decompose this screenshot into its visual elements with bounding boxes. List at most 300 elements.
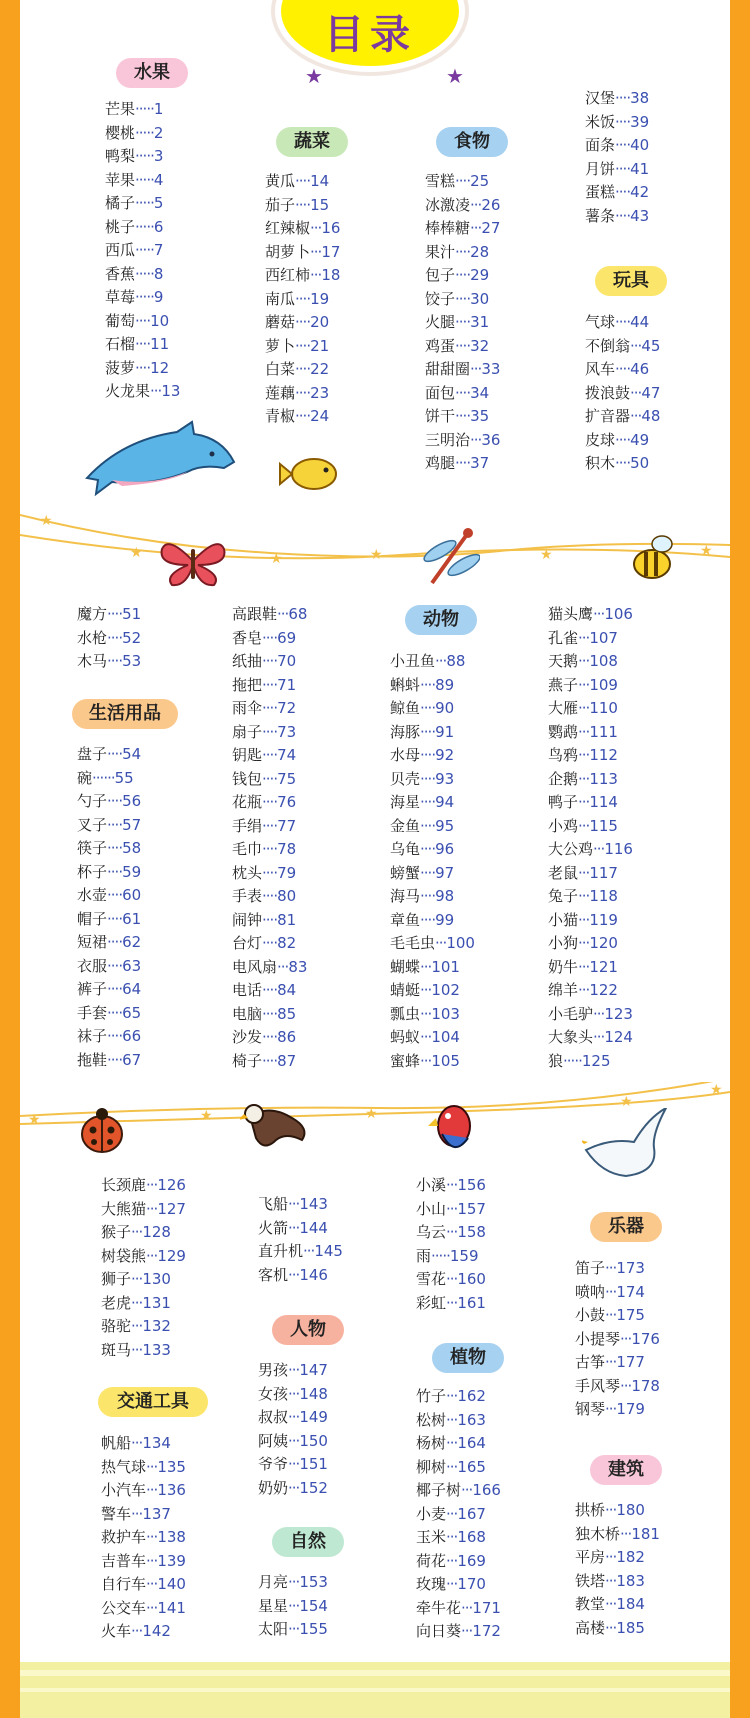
toc-entry-name: 手风琴 [575,1376,621,1395]
toc-entry-page: 1 [153,100,164,118]
toc-entry [548,956,633,980]
toc-entry-name: 兔子 [548,887,579,905]
toc-entry-name: 黄瓜 [265,172,296,190]
toc-entry-name: 救护车 [101,1528,147,1546]
toc-entry-page: 137 [142,1504,171,1523]
toc-entry-page: 165 [457,1457,486,1476]
leader-dots: ··· [578,887,590,905]
toc-entry-page: 32 [470,336,490,355]
toc-entry-name: 热气球 [101,1457,147,1476]
toc-entry-name: 沙发 [232,1028,263,1046]
toc-entry-name: 蝴蝶 [390,957,421,976]
toc-entry-name: 木马 [77,652,108,670]
toc-entry-name: 牵牛花 [416,1598,462,1617]
toc-list [390,650,475,1073]
toc-entry [390,1003,475,1027]
leader-dots: ···· [420,816,436,835]
toc-entry-page: 51 [122,605,142,623]
toc-entry-name: 大公鸡 [548,840,594,858]
title-badge [275,0,465,72]
toc-entry-name: 短裙 [77,933,108,951]
leader-dots: ···· [262,652,278,670]
toc-entry-name: 高跟鞋 [232,605,278,623]
toc-list [585,87,649,228]
toc-entry [585,87,649,111]
leader-dots: ···· [107,956,123,975]
toc-entry [548,885,633,909]
toc-entry [390,768,475,792]
toc-entry [575,1398,660,1422]
toc-entry [548,768,633,792]
toc-entry-name: 西红柿 [265,266,311,284]
toc-entry [390,862,475,886]
toc-entry [575,1281,660,1305]
toc-entry [548,1026,633,1050]
leader-dots: ··· [146,1528,158,1546]
leader-dots: ··· [288,1431,300,1450]
toc-entry-page: 86 [277,1028,297,1046]
toc-entry-page: 156 [457,1176,486,1194]
toc-list [77,603,141,674]
toc-entry-page: 112 [589,746,618,764]
leader-dots: ···· [295,360,311,378]
toc-entry-name: 钢琴 [575,1400,606,1418]
toc-entry-page: 180 [616,1501,645,1519]
toc-entry [101,1268,186,1292]
toc-list [575,1499,660,1640]
toc-entry-name: 鸡蛋 [425,336,456,355]
leader-dots: ···· [107,745,123,763]
toc-entry [416,1526,501,1550]
toc-entry [101,1315,186,1339]
leader-dots: ···· [107,1003,123,1022]
toc-entry-name: 雪糕 [425,172,456,190]
toc-entry-name: 椅子 [232,1051,263,1070]
toc-entry-name: 台灯 [232,934,263,952]
toc-entry-page: 131 [142,1293,171,1312]
toc-entry-name: 香皂 [232,628,263,647]
toc-entry-name: 客机 [258,1265,289,1284]
toc-list [101,1432,186,1644]
toc-entry-page: 23 [310,383,330,402]
toc-entry-name: 茄子 [265,195,296,214]
leader-dots: ··· [578,863,590,882]
toc-entry [232,1050,307,1074]
toc-entry [105,192,180,216]
toc-entry-page: 39 [630,112,650,131]
toc-entry [416,1456,501,1480]
toc-entry [232,791,307,815]
toc-entry-page: 109 [589,675,618,694]
leader-dots: ··· [578,675,590,694]
leader-dots: ···· [262,769,278,788]
toc-entry [390,838,475,862]
toc-entry-name: 乌云 [416,1223,447,1241]
toc-entry-page: 26 [481,195,501,214]
toc-entry-page: 50 [630,454,650,472]
toc-entry-page: 55 [114,768,134,787]
leader-dots: ···· [420,910,436,929]
toc-entry-name: 铁塔 [575,1571,606,1590]
toc-entry-name: 小丑鱼 [390,652,436,670]
toc-entry-name: 水壶 [77,886,108,904]
category-header-fruit: 水果 [116,58,188,88]
toc-entry [101,1526,186,1550]
toc-list [548,603,633,1073]
toc-entry-name: 枕头 [232,863,263,882]
toc-entry-name: 莲藕 [265,383,296,402]
toc-list [101,1174,186,1362]
toc-entry-name: 警车 [101,1504,132,1523]
toc-entry-name: 南瓜 [265,289,296,308]
leader-dots: ··· [446,1387,458,1405]
toc-entry-name: 长颈鹿 [101,1176,147,1194]
toc-entry-page: 105 [431,1051,460,1070]
toc-entry-page: 153 [299,1573,328,1591]
toc-entry [416,1292,486,1316]
category-header-instruments: 乐器 [590,1212,662,1242]
leader-dots: ···· [135,335,151,353]
leader-dots: ···· [107,652,123,670]
toc-entry [232,909,307,933]
leader-dots: ······ [92,768,115,787]
toc-entry-page: 173 [616,1259,645,1277]
leader-dots: ···· [262,981,278,999]
toc-entry-name: 钥匙 [232,746,263,764]
toc-entry [77,931,141,955]
leader-dots: ··· [605,1571,617,1590]
toc-entry-page: 139 [157,1551,186,1570]
toc-entry [105,145,180,169]
leader-dots: ···· [295,289,311,308]
toc-entry [416,1409,501,1433]
toc-entry [77,1002,141,1026]
leader-dots: ··· [470,360,482,378]
toc-entry-name: 狮子 [101,1270,132,1288]
toc-entry-name: 高楼 [575,1618,606,1637]
toc-entry [258,1453,328,1477]
toc-entry-page: 57 [122,815,142,834]
toc-entry [105,333,180,357]
toc-entry-page: 74 [277,746,297,764]
toc-entry-page: 76 [277,793,297,811]
leader-dots: ···· [615,159,631,178]
bee-icon [628,530,680,584]
toc-entry [105,357,180,381]
toc-entry [101,1456,186,1480]
toc-entry-page: 46 [630,360,650,378]
toc-entry-page: 116 [604,840,633,858]
toc-entry-name: 笛子 [575,1259,606,1277]
toc-entry [390,909,475,933]
leader-dots: ··· [146,1457,158,1476]
leader-dots: ··· [131,1622,143,1640]
toc-entry-name: 鸟鸦 [548,746,579,764]
toc-entry-page: 38 [630,89,650,107]
leader-dots: ··· [446,1223,458,1241]
toc-entry [585,158,649,182]
toc-entry [416,1479,501,1503]
leader-dots: ····· [135,147,154,165]
toc-entry-page: 175 [616,1306,645,1324]
toc-entry-name: 饺子 [425,289,456,308]
leader-dots: ···· [455,454,471,472]
toc-entry-name: 小毛驴 [548,1004,594,1023]
toc-entry-name: 阿姨 [258,1431,289,1450]
toc-entry [265,382,340,406]
svg-text:★: ★ [710,1082,723,1098]
toc-entry [258,1240,343,1264]
toc-entry [425,241,500,265]
leader-dots: ··· [146,1481,158,1499]
toc-entry [105,98,180,122]
toc-entry-page: 58 [122,839,142,857]
leader-dots: ···· [615,313,631,331]
toc-entry [258,1595,328,1619]
toc-entry-name: 玫瑰 [416,1575,447,1593]
leader-dots: ···· [420,699,436,717]
toc-entry-page: 148 [299,1384,328,1403]
toc-entry-name: 汉堡 [585,89,616,107]
toc-entry-name: 荷花 [416,1551,447,1570]
toc-entry [548,1003,633,1027]
toc-entry-page: 118 [589,887,618,905]
toc-entry-name: 风车 [585,360,616,378]
toc-list [258,1193,343,1287]
toc-entry [416,1573,501,1597]
toc-entry [575,1257,660,1281]
toc-entry [425,288,500,312]
svg-text:★: ★ [620,1094,633,1110]
toc-entry-page: 142 [142,1622,171,1640]
toc-entry-name: 海星 [390,793,421,811]
toc-entry-name: 叔叔 [258,1408,289,1426]
toc-entry-name: 气球 [585,313,616,331]
toc-list [585,311,660,476]
leader-dots: ··· [620,1376,632,1395]
leader-dots: ··· [630,336,642,355]
toc-entry-page: 183 [616,1571,645,1590]
toc-entry-page: 136 [157,1481,186,1499]
toc-entry [258,1477,328,1501]
toc-entry-page: 40 [630,136,650,154]
toc-entry-name: 冰激凌 [425,195,471,214]
toc-entry-page: 171 [472,1598,501,1617]
toc-entry-page: 59 [122,862,142,881]
toc-entry [101,1597,186,1621]
toc-entry [585,205,649,229]
leader-dots: ··· [593,1004,605,1023]
toc-entry-page: 24 [310,407,330,425]
toc-entry-page: 41 [630,159,650,178]
toc-entry [232,885,307,909]
toc-entry-name: 包子 [425,266,456,284]
leader-dots: ···· [262,1028,278,1046]
leader-dots: ··· [578,722,590,741]
leader-dots: ··· [470,195,482,214]
leader-dots: ··· [131,1293,143,1312]
leader-dots: ··· [131,1223,143,1241]
leader-dots: ··· [131,1340,143,1359]
leader-dots: ··· [146,1176,158,1194]
toc-entry-name: 白菜 [265,360,296,378]
leader-dots: ··· [420,1028,432,1046]
leader-dots: ···· [135,311,151,330]
leader-dots: ··· [446,1270,458,1288]
toc-entry [548,627,633,651]
leader-dots: ···· [262,1051,278,1070]
toc-entry-page: 130 [142,1270,171,1288]
toc-entry-name: 月饼 [585,159,616,178]
leader-dots: ···· [295,383,311,402]
leader-dots: ··· [446,1528,458,1546]
svg-text:★: ★ [370,547,383,563]
toc-entry-name: 小溪 [416,1176,447,1194]
leader-dots: ··· [446,1504,458,1523]
toc-entry-page: 62 [122,933,142,951]
leader-dots: ··· [605,1353,617,1371]
toc-entry-page: 124 [604,1028,633,1046]
toc-entry [585,382,660,406]
toc-entry [416,1245,486,1269]
category-header-people: 人物 [272,1315,344,1345]
leader-dots: ··· [461,1622,473,1640]
toc-entry [77,884,141,908]
toc-entry-page: 133 [142,1340,171,1359]
toc-entry [416,1432,501,1456]
leader-dots: ··· [288,1408,300,1426]
toc-entry [105,263,180,287]
toc-entry-name: 杯子 [77,862,108,881]
leader-dots: ···· [262,1004,278,1023]
leader-dots: ····· [135,264,154,283]
category-header-plants: 植物 [432,1343,504,1373]
toc-entry [77,1025,141,1049]
toc-entry-page: 128 [142,1223,171,1241]
dragonfly-icon [418,525,480,587]
toc-entry-page: 178 [631,1376,660,1395]
toc-entry-name: 树袋熊 [101,1246,147,1265]
toc-entry [425,452,500,476]
toc-entry-page: 96 [435,840,455,858]
toc-entry-name: 瓢虫 [390,1004,421,1023]
toc-entry-page: 174 [616,1282,645,1301]
toc-entry [548,979,633,1003]
toc-entry-name: 玉米 [416,1528,447,1546]
leader-dots: ····· [135,170,154,189]
toc-entry-name: 毛毛虫 [390,934,436,952]
fish-icon [278,452,340,496]
leader-dots: ···· [615,206,631,225]
toc-entry-name: 小狗 [548,934,579,952]
toc-entry [258,1264,343,1288]
leader-dots: ··· [288,1361,300,1379]
leader-dots: ···· [262,910,278,929]
toc-entry-page: 13 [161,382,181,400]
toc-entry [575,1570,660,1594]
leader-dots: ···· [615,183,631,201]
toc-entry [77,955,141,979]
toc-entry-name: 扇子 [232,722,263,741]
leader-dots: ··· [605,1306,617,1324]
toc-entry [101,1174,186,1198]
toc-entry [575,1523,660,1547]
toc-entry [548,721,633,745]
leader-dots: ···· [455,383,471,402]
toc-entry [390,932,475,956]
toc-entry [425,405,500,429]
toc-entry-page: 56 [122,792,142,810]
toc-entry-name: 拖把 [232,675,263,694]
toc-entry-page: 64 [122,980,142,998]
toc-entry [265,241,340,265]
leader-dots: ··· [578,628,590,647]
leader-dots: ···· [615,454,631,472]
toc-entry-page: 69 [277,628,297,647]
toc-entry-page: 85 [277,1004,297,1023]
toc-list [258,1359,328,1500]
toc-entry-name: 小鼓 [575,1306,606,1324]
leader-dots: ··· [310,219,322,237]
toc-entry [585,452,660,476]
category-header-transport: 交通工具 [98,1387,208,1417]
toc-entry [390,885,475,909]
toc-entry [101,1221,186,1245]
leader-dots: ··· [578,981,590,999]
parrot-icon [428,1100,480,1158]
toc-entry-name: 小提琴 [575,1329,621,1348]
toc-entry-name: 樱桃 [105,123,136,142]
category-header-daily-goods: 生活用品 [72,699,178,729]
toc-entry [101,1573,186,1597]
toc-entry-name: 石榴 [105,335,136,353]
toc-entry [101,1479,186,1503]
toc-entry-name: 松树 [416,1410,447,1429]
leader-dots: ···· [262,722,278,741]
toc-entry-name: 老虎 [101,1293,132,1312]
toc-entry-page: 170 [457,1575,486,1593]
toc-entry-name: 米饭 [585,112,616,131]
toc-entry [390,791,475,815]
toc-entry-name: 蛋糕 [585,183,616,201]
toc-list [105,98,180,404]
toc-entry-page: 152 [299,1478,328,1497]
toc-entry-name: 雨伞 [232,699,263,717]
leader-dots: ···· [107,862,123,881]
toc-entry-name: 面包 [425,383,456,402]
leader-dots: ···· [107,980,123,998]
toc-entry [105,169,180,193]
leader-dots: ··· [593,1028,605,1046]
toc-entry-page: 111 [589,722,618,741]
toc-entry [232,1026,307,1050]
toc-entry-name: 火箭 [258,1218,289,1237]
toc-entry-page: 138 [157,1528,186,1546]
leader-dots: ··· [578,652,590,670]
toc-entry-name: 杨树 [416,1434,447,1452]
toc-entry [232,1003,307,1027]
leader-dots: ··· [277,957,289,976]
toc-entry-page: 164 [457,1434,486,1452]
toc-entry-name: 贝壳 [390,769,421,788]
toc-entry-page: 143 [299,1195,328,1213]
toc-entry [105,380,180,404]
toc-entry-name: 雪花 [416,1270,447,1288]
toc-entry [232,956,307,980]
toc-entry-page: 89 [435,675,455,694]
toc-entry [548,791,633,815]
toc-entry-name: 燕子 [548,675,579,694]
